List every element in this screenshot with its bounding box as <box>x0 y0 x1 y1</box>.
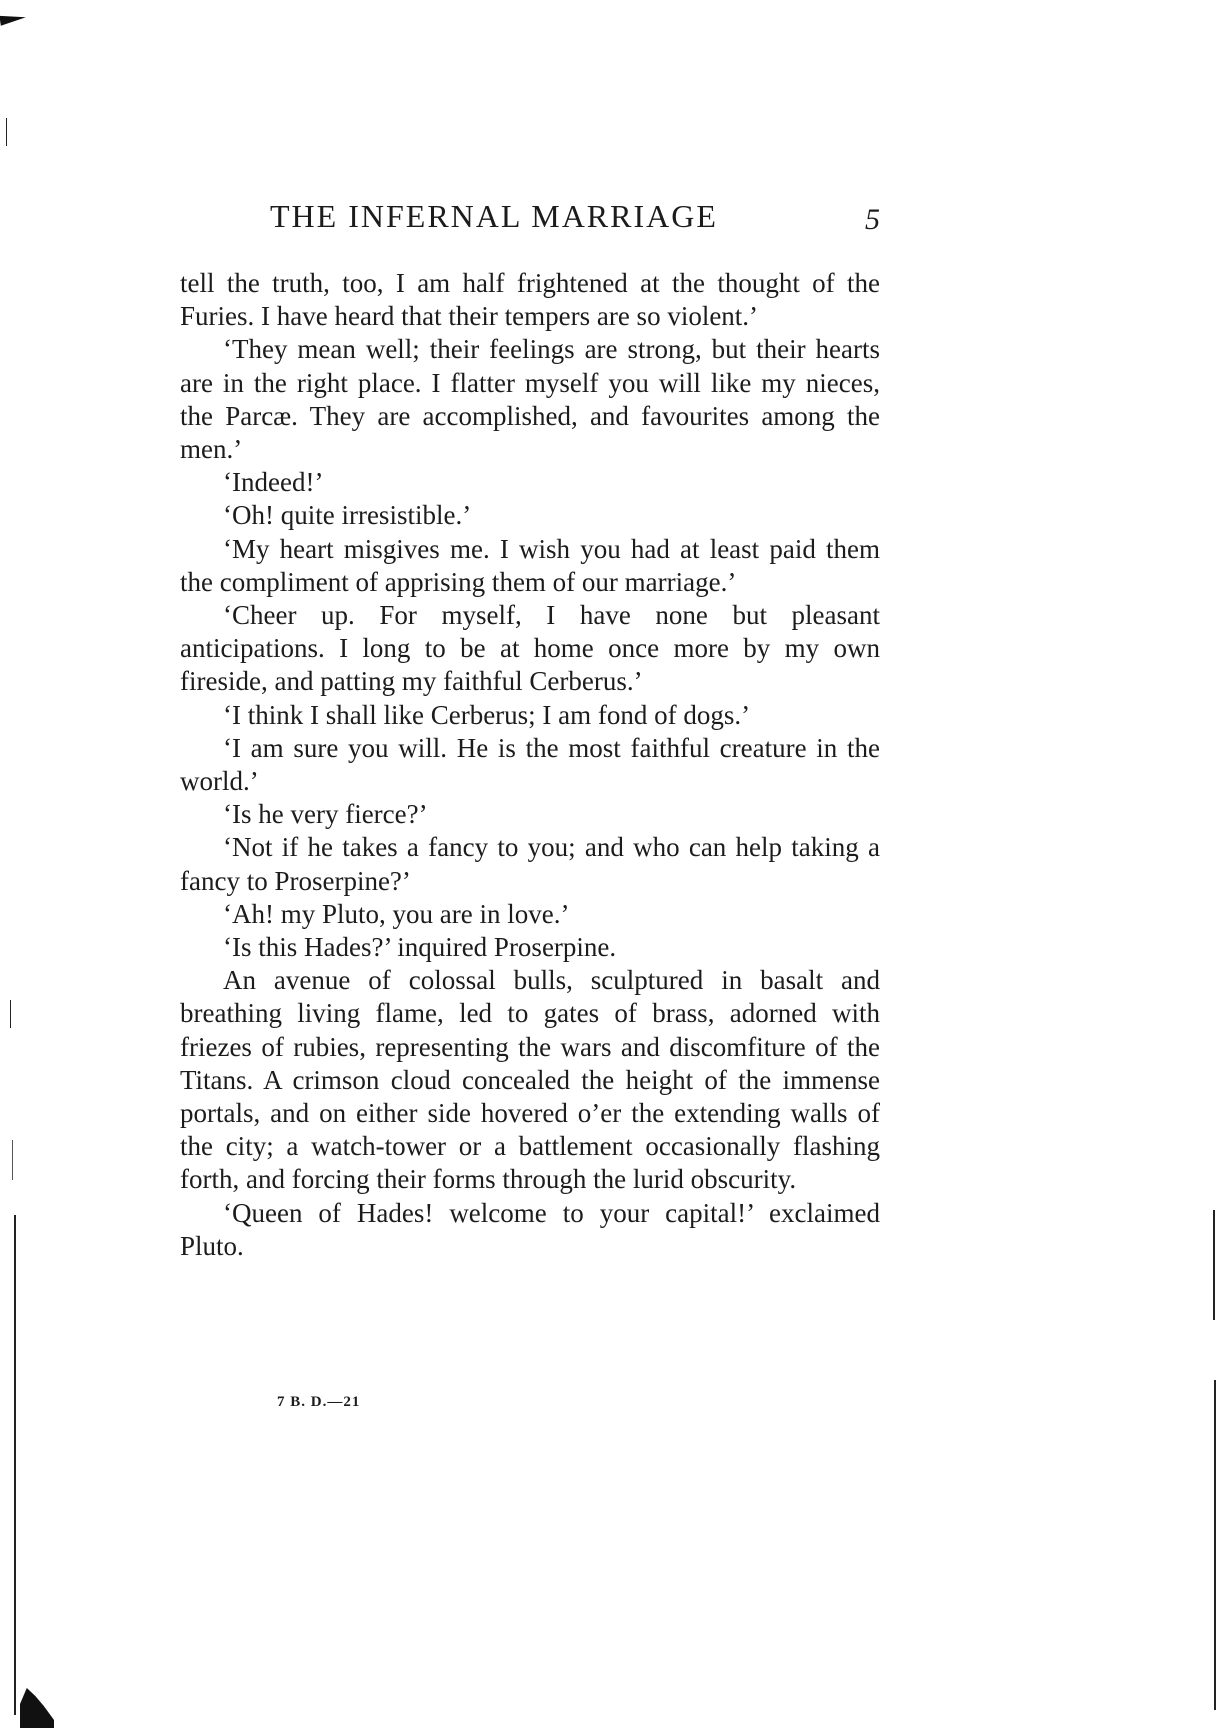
printer-signature: 7 B. D.—21 <box>277 1394 361 1410</box>
scan-corner-blot <box>20 1688 54 1728</box>
paragraph: ‘Oh! quite irresistible.’ <box>223 500 472 531</box>
scan-edge-line <box>6 118 7 146</box>
scan-edge-line <box>10 1000 11 1028</box>
running-title: THE INFERNAL MARRIAGE <box>270 198 718 234</box>
scan-edge-line <box>12 1140 13 1180</box>
scan-edge-line <box>14 1215 16 1715</box>
paragraph: tell the truth, too, I am half frightened at the thought of the Furies. I have heard that their tempers are so violent.’ <box>180 268 880 332</box>
paragraph: ‘Queen of Hades! welcome to your capital!’ exclaimed Pluto. <box>180 1197 880 1261</box>
paragraph: ‘Is he very fierce?’ <box>223 799 428 830</box>
paragraph: ‘They mean well; their feelings are strong, but their hearts are in the right place. I flatter myself you will like my nieces, the Parcæ. They are accomplished, and favourites among the men.’ <box>180 334 880 465</box>
paragraph: ‘Ah! my Pluto, you are in love.’ <box>223 898 570 929</box>
paragraph: ‘My heart misgives me. I wish you had at least paid them the compliment of apprising them of our marriage.’ <box>180 533 880 597</box>
body-text <box>180 267 880 1263</box>
page-header <box>180 196 880 236</box>
scan-edge-line <box>1213 1210 1215 1320</box>
paragraph: An avenue of colossal bulls, sculptured in basalt and breathing living flame, led to gates of brass, adorned with friezes of rubies, representing the wars and discomfiture of the Titans. A crimson cloud concealed the height of the immense portals, and on either side hovered o’er the extending walls of the city; a watch-tower or a battlement occasionally flashing forth, and forcing their forms through the lurid obscurity. <box>180 965 880 1195</box>
paragraph: ‘Cheer up. For myself, I have none but pleasant anticipations. I long to be at home once more by my own fireside, and patting my faithful Cerberus.’ <box>180 600 880 697</box>
paragraph: ‘Is this Hades?’ inquired Proserpine. <box>223 932 617 963</box>
page-number: 5 <box>865 203 880 236</box>
paragraph: ‘I think I shall like Cerberus; I am fond of dogs.’ <box>223 699 751 730</box>
scan-edge-line <box>1214 1380 1216 1710</box>
paragraph: ‘Indeed!’ <box>223 467 324 498</box>
scan-corner-mark <box>0 12 27 26</box>
paragraph: ‘I am sure you will. He is the most faithful creature in the world.’ <box>180 732 880 797</box>
paragraph: ‘Not if he takes a fancy to you; and who can help taking a fancy to Proserpine?’ <box>180 832 880 896</box>
